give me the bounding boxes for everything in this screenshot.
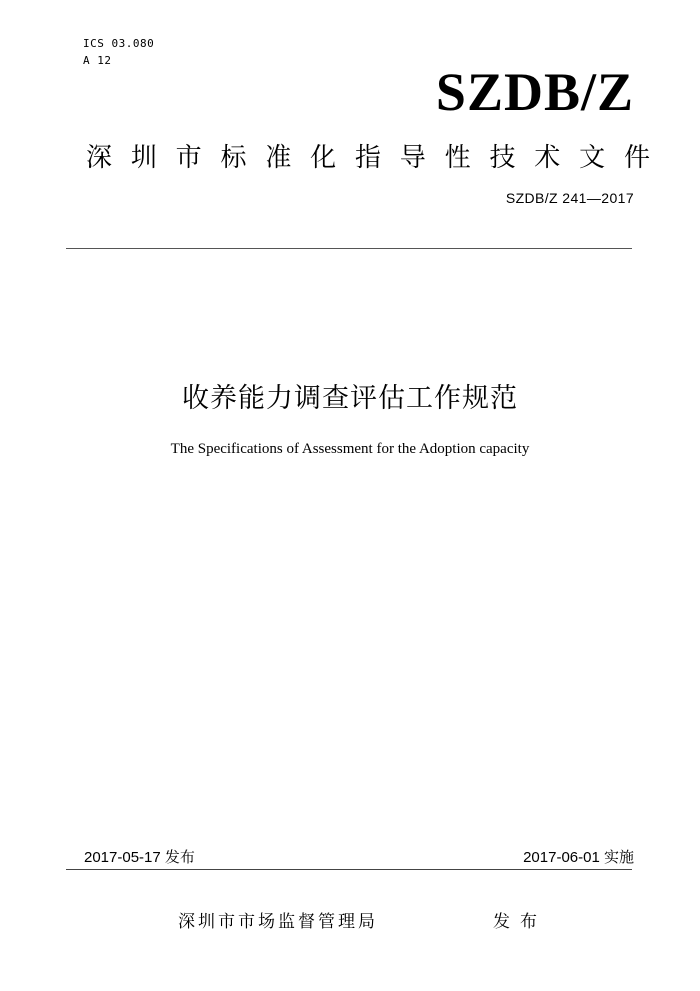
series-char: 导 <box>399 143 426 173</box>
issuing-authority: 深圳市市场监督管理局 <box>178 912 378 932</box>
series-char: 标 <box>220 143 247 173</box>
series-char: 深 <box>86 143 113 173</box>
series-char: 圳 <box>130 143 157 173</box>
series-char: 性 <box>444 143 471 173</box>
series-char: 准 <box>265 143 292 173</box>
series-char: 件 <box>623 143 650 173</box>
standard-logo: SZDB/Z <box>435 62 634 122</box>
implementation-date: 2017-06-01 实施 <box>523 849 634 866</box>
publish-label: 发布 <box>493 912 547 932</box>
series-char: 术 <box>534 143 561 173</box>
series-char: 指 <box>354 143 381 173</box>
header-divider <box>66 248 632 249</box>
series-char: 文 <box>579 143 606 173</box>
document-title-english: The Specifications of Assessment for the Adoption capacity <box>170 441 530 457</box>
footer-divider <box>66 869 632 870</box>
document-title: 收养能力调查评估工作规范 <box>182 383 518 414</box>
document-series <box>86 140 650 176</box>
series-char: 市 <box>175 143 202 173</box>
series-char: 技 <box>489 143 516 173</box>
classification-code: A 12 <box>83 54 112 67</box>
issue-date: 2017-05-17 发布 <box>84 849 195 866</box>
series-char: 化 <box>310 143 337 173</box>
document-number: SZDB/Z 241—2017 <box>505 190 634 206</box>
ics-code: ICS 03.080 <box>83 37 155 50</box>
